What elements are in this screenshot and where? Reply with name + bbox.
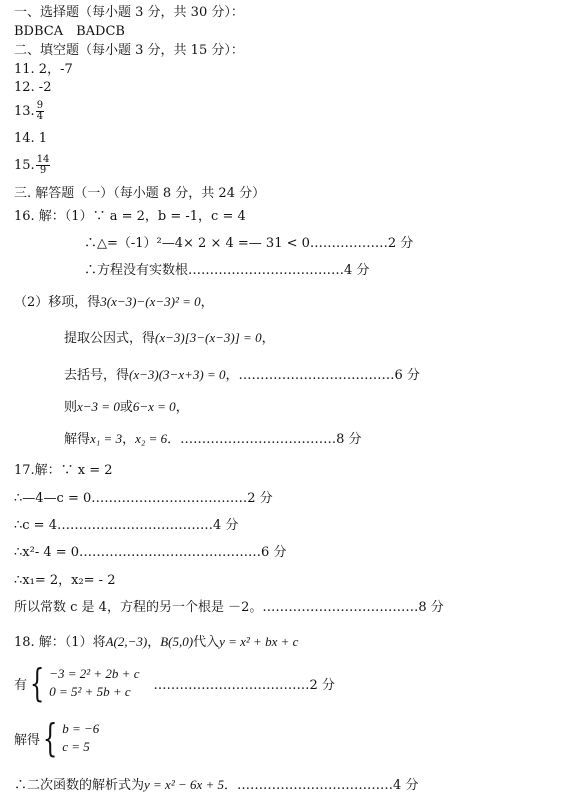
q18-substitute-text: 代入 xyxy=(193,635,220,650)
q17-line-5: ∴x₁= 2，x₂= - 2 xyxy=(14,573,116,588)
q18-system-2-rows xyxy=(62,721,99,755)
answer-15-label: 15. xyxy=(14,158,35,173)
fraction-9-4 xyxy=(36,101,44,122)
q17-line-3: ∴c = 4………………………………4 分 xyxy=(14,518,239,533)
fraction-14-9 xyxy=(36,155,51,176)
q18-point-sep: ， xyxy=(147,635,161,650)
q18-system-2-row-2: c = 5 xyxy=(62,739,90,754)
q17-line-6: 所以常数 c 是 4，方程的另一个根是 －2。………………………………8 分 xyxy=(14,600,444,615)
left-brace-icon: { xyxy=(29,661,45,705)
q16-part2-text: （2）移项，得 xyxy=(14,295,101,310)
q18-line-1 xyxy=(14,634,298,651)
q17-line-1: 17.解：∵ x = 2 xyxy=(14,463,113,478)
q18-result-line xyxy=(14,777,418,794)
q16-part2-punct: ， xyxy=(200,295,214,310)
q18-system-1-score: ………………………………2 分 xyxy=(153,677,335,693)
q18-system-1-row-1: −3 = 2² + 2b + c xyxy=(49,666,140,681)
q16-line-1: 16. 解：（1）∵ a = 2，b = -1，c = 4 xyxy=(14,209,246,224)
q18-result-eq: y = x² − 6x + 5 xyxy=(144,777,225,792)
q18-system-1-rows xyxy=(49,666,139,700)
q16-then-math-1: x−3 = 0 xyxy=(77,399,120,414)
q18-system-1-label: 有 xyxy=(14,677,28,693)
q16-factor-text: 提取公因式，得 xyxy=(64,331,156,346)
answer-15 xyxy=(14,155,50,176)
answer-12: 12. -2 xyxy=(14,80,52,95)
q16-expand-line xyxy=(64,367,420,384)
answer-13 xyxy=(14,101,44,122)
section-2-title: 二、填空题（每小题 3 分，共 15 分）： xyxy=(14,43,244,58)
q18-intro-text: 18. 解：（1）将 xyxy=(14,635,106,650)
q18-system-2 xyxy=(14,716,100,760)
answer-14: 14. 1 xyxy=(14,131,48,146)
q18-system-1-row-2: 0 = 5² + 5b + c xyxy=(49,684,131,699)
answer-11: 11. 2，-7 xyxy=(14,62,73,77)
q16-solution-sep: ， xyxy=(122,432,136,447)
q16-part2-math: 3(x−3)−(x−3)² = 0 xyxy=(100,294,201,309)
q16-expand-text: 去括号，得 xyxy=(64,368,130,383)
q16-then-line xyxy=(64,399,189,416)
q16-factor-punct: ， xyxy=(261,331,275,346)
section-3-title: 三. 解答题（一）（每小题 8 分，共 24 分） xyxy=(14,186,266,201)
fraction-numerator: 9 xyxy=(36,100,44,111)
q16-solution-line xyxy=(64,431,362,448)
q16-solution-x1: x₁ = 3 xyxy=(90,431,123,446)
fraction-denominator: 9 xyxy=(39,165,47,176)
q18-point-b: B(5,0) xyxy=(160,634,194,649)
left-brace-icon: { xyxy=(42,716,58,760)
q16-line-3: ∴方程没有实数根………………………………4 分 xyxy=(84,263,370,278)
q16-factor-line xyxy=(64,330,275,347)
section-1-title: 一、选择题（每小题 3 分，共 30 分）： xyxy=(14,5,244,20)
q16-then-text: 则 xyxy=(64,400,78,415)
q16-expand-math: (x−3)(3−x+3) = 0 xyxy=(129,367,226,382)
fraction-numerator: 14 xyxy=(36,154,50,165)
q18-system-2-row-1: b = −6 xyxy=(62,721,100,736)
q16-solution-score: ．………………………………8 分 xyxy=(167,432,362,447)
q16-line-2: ∴△=（-1）²—4× 2 × 4 =— 31 < 0………………2 分 xyxy=(84,236,414,251)
q16-solution-x2: x₂ = 6 xyxy=(135,431,168,446)
answer-13-label: 13. xyxy=(14,104,35,119)
q16-expand-score: ，………………………………6 分 xyxy=(225,368,420,383)
q16-factor-math: (x−3)[3−(x−3)] = 0 xyxy=(155,330,262,345)
q18-point-a: A(2,−3) xyxy=(105,634,148,649)
fraction-denominator: 4 xyxy=(36,111,44,122)
q18-system-2-label: 解得 xyxy=(14,732,41,748)
q16-solution-text: 解得 xyxy=(64,432,91,447)
q16-then-or: 或 xyxy=(119,400,133,415)
q18-result-text: ∴二次函数的解析式为 xyxy=(14,778,145,793)
q16-then-punct: ， xyxy=(175,400,189,415)
q18-result-score: ．………………………………4 分 xyxy=(224,778,419,793)
q17-line-2: ∴—4—c = 0………………………………2 分 xyxy=(14,491,273,506)
q17-line-4: ∴x²- 4 = 0……………………………………6 分 xyxy=(14,545,287,560)
choice-answers: BDBCA BADCB xyxy=(14,24,125,39)
q18-function-eq: y = x² + bx + c xyxy=(219,634,299,649)
q16-part2-line xyxy=(14,294,214,311)
q16-then-math-2: 6−x = 0 xyxy=(132,399,176,414)
q18-system-1 xyxy=(14,661,335,705)
